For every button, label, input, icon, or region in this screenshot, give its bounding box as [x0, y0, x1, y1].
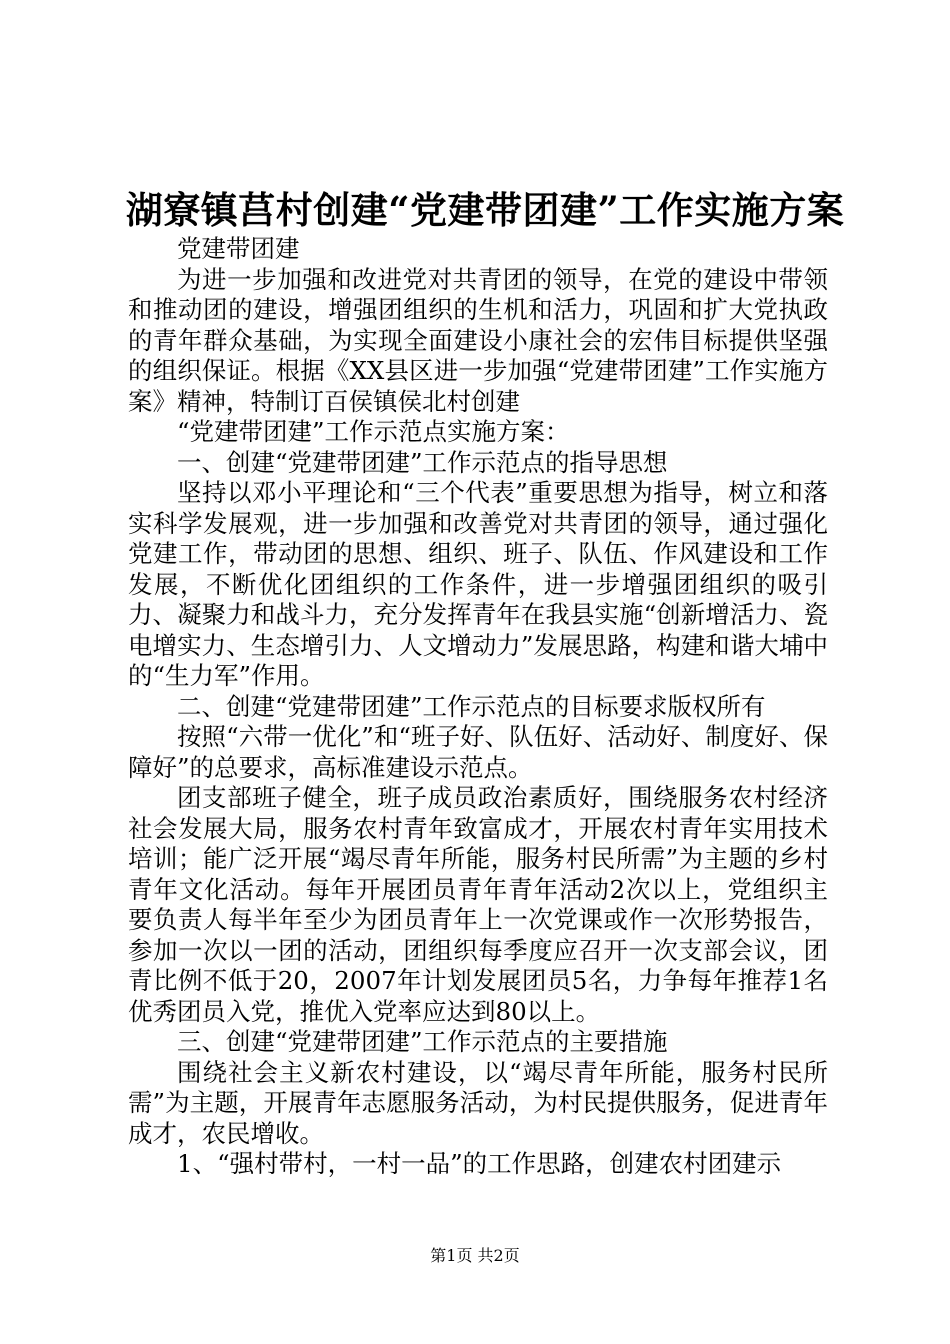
paragraph-4: 坚持以邓小平理论和“三个代表”重要思想为指导，树立和落实科学发展观，进一步加强和改善党对共青团的领导，通过强化党建工作，带动团的思想、组织、班子、队伍、作风建设和工作发展，不断优化团组织的工作条件，进一步增强团组织的吸引力、凝聚力和战斗力，充分发挥青年在我县实施“创新增活力、瓷电增实力、生态增引力、人文增动力”发展思路，构建和谐大埔中的“生力军”作用。 — [128, 478, 828, 690]
paragraph-6: 团支部班子健全，班子成员政治素质好，围绕服务农村经济社会发展大局，服务农村青年致富成才，开展农村青年实用技术培训；能广泛开展“竭尽青年所能，服务村民所需”为主题的乡村青年文化活动。每年开展团员青年青年活动2次以上，党组织主要负责人每半年至少为团员青年上一次党课或作一次形势报告，参加一次以一团的活动，团组织每季度应召开一次支部会议，团青比例不低于20，2007年计划发展团员5名，力争每年推荐1名优秀团员入党，推优入党率应达到80以上。 — [128, 783, 828, 1026]
section-heading-1: 一、创建“党建带团建”工作示范点的指导思想 — [177, 447, 668, 477]
page-footer: 第1页 共2页 — [430, 1246, 520, 1265]
paragraph-8: 1、“强村带村，一村一品”的工作思路，创建农村团建示 — [177, 1149, 782, 1178]
paragraph-3: “党建带团建”工作示范点实施方案： — [177, 417, 570, 446]
paragraph-5: 按照“六带一优化”和“班子好、队伍好、活动好、制度好、保障好”的总要求，高标准建设示范点。 — [128, 722, 828, 782]
paragraph-1: 党建带团建 — [177, 234, 300, 263]
paragraph-7: 围绕社会主义新农村建设，以“竭尽青年所能，服务村民所需”为主题，开展青年志愿服务活动，为村民提供服务，促进青年成才，农民增收。 — [128, 1057, 828, 1148]
paragraph-2: 为进一步加强和改进党对共青团的领导，在党的建设中带领和推动团的建设，增强团组织的生机和活力，巩固和扩大党执政的青年群众基础，为实现全面建设小康社会的宏伟目标提供坚强的组织保证。根据《XX县区进一步加强“党建带团建”工作实施方案》精神，特制订百侯镇侯北村创建 — [128, 264, 828, 416]
section-heading-2: 二、创建“党建带团建”工作示范点的目标要求版权所有 — [177, 691, 766, 721]
document-title: 湖寮镇莒村创建“党建带团建”工作实施方案 — [125, 188, 845, 232]
section-heading-3: 三、创建“党建带团建”工作示范点的主要措施 — [177, 1027, 668, 1056]
document-body — [128, 234, 828, 1180]
